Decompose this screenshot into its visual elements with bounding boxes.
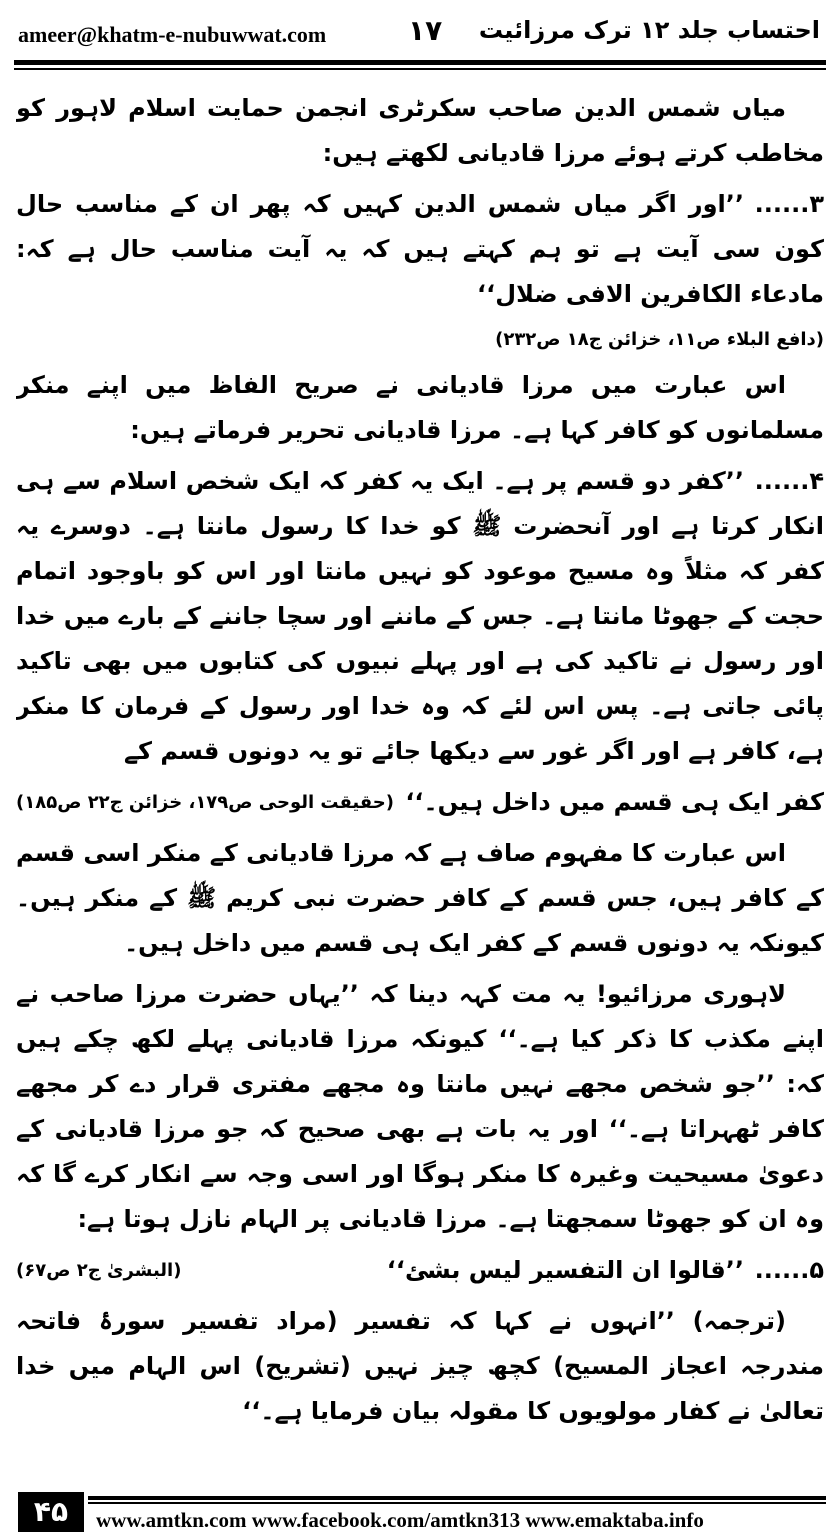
quote-number: ۵...... xyxy=(754,1256,824,1284)
page-footer xyxy=(0,1488,840,1540)
quote-number: ۳...... xyxy=(754,190,824,218)
header-rule-thin xyxy=(14,68,826,70)
header-email: ameer@khatm-e-nubuwwat.com xyxy=(18,22,327,47)
citation: (دافع البلاء ص۱۱، خزائن ج۱۸ ص۲۳۲) xyxy=(495,329,824,350)
header-rule-thick xyxy=(14,60,826,65)
citation: (حقیقت الوحی ص۱۷۹، خزائن ج۲۲ ص۱۸۵) xyxy=(16,792,394,813)
footer-rule-thin xyxy=(88,1502,826,1504)
numbered-quote-3 xyxy=(16,182,824,317)
quote-text: ’’اور اگر میاں شمس الدین کہیں کہ پھر ان کے مناسب حال کون سی آیت ہے تو ہم کہتے ہیں کہ یہ آیت مناسب حال ہے کہ: مادعاء الکافرین الافی ضلال‘‘ xyxy=(16,190,824,308)
header-book-title: احتساب جلد ۱۲ ترک مرزائیت xyxy=(478,16,820,44)
paragraph-translation: (ترجمہ) ’’انہوں نے کہا کہ تفسیر (مراد تفسیر سورۂ فاتحہ مندرجہ اعجاز المسیح) کچھ چیز نہیں (تشریح) اس الہام میں خدا تعالیٰ نے کفار مولویوں کا مقولہ بیان فرمایا ہے۔‘‘ xyxy=(16,1307,824,1425)
citation: (البشریٰ ج۲ ص۶۷) xyxy=(16,1260,182,1281)
paragraph-lahori: لاہوری مرزائیو! یہ مت کہہ دینا کہ ’’یہاں حضرت مرزا صاحب نے اپنے مکذب کا ذکر کیا ہے۔‘‘ کیونکہ مرزا قادیانی پہلے لکھ چکے ہیں کہ: ’’جو شخص مجھے نہیں مانتا وہ مجھے مفتری قرار دے کر مجھے کافر ٹھہراتا ہے۔‘‘ اور یہ بات ہے بھی صحیح کہ جو مرزا قادیانی کے دعویٰ مسیحیت وغیرہ کا منکر ہوگا اور اسی وجہ سے انکار کرے گا کہ وہ ان کو جھوٹا سمجھتا ہے۔ مرزا قادیانی پر الہام نازل ہوتا ہے: xyxy=(16,980,824,1233)
paragraph-intro: میاں شمس الدین صاحب سکرٹری انجمن حمایت اسلام لاہور کو مخاطب کرتے ہوئے مرزا قادیانی لکھتے ہیں: xyxy=(16,94,824,167)
footer-page-badge: ۴۵ xyxy=(18,1492,84,1532)
footer-rule-thick xyxy=(88,1496,826,1500)
paragraph-commentary: اس عبارت میں مرزا قادیانی نے صریح الفاظ میں اپنے منکر مسلمانوں کو کافر کہا ہے۔ مرزا قادیانی تحریر فرماتے ہیں: xyxy=(16,371,824,444)
quote-number: ۴...... xyxy=(754,467,824,495)
quote-end-with-citation xyxy=(16,780,824,825)
quote-text: ’’کفر دو قسم پر ہے۔ ایک یہ کفر کہ ایک شخص اسلام سے ہی انکار کرتا ہے اور آنحضرت ﷺ کو خدا کا رسول مانتا ہے۔ دوسرے یہ کفر کہ مثلاً وہ مسیح موعود کو نہیں مانتا اور اس کو باوجود اتمام حجت کے جھوٹا مانتا ہے۔ جس کے ماننے اور سچا جاننے کے بارے میں خدا اور رسول نے تاکید کی ہے اور پہلے نبیوں کی کتابوں میں بھی تاکید پائی جاتی ہے۔ پس اس لئے کہ وہ خدا اور رسول کے فرمان کا منکر ہے، کافر ہے اور اگر غور سے دیکھا جائے تو یہ دونوں قسم کے xyxy=(16,467,824,765)
page-header xyxy=(0,0,840,70)
footer-links[interactable]: www.amtkn.com www.facebook.com/amtkn313 www.emaktaba.info xyxy=(96,1508,704,1532)
paragraph-explanation: اس عبارت کا مفہوم صاف ہے کہ مرزا قادیانی کے منکر اسی قسم کے کافر ہیں، جس قسم کے کافر حضرت نبی کریم ﷺ کے منکر ہیں۔ کیونکہ یہ دونوں قسم کے کفر ایک ہی قسم میں داخل ہیں۔ xyxy=(16,839,824,957)
quote-text: ’’قالوا ان التفسیر لیس بشئ‘‘ xyxy=(386,1256,744,1284)
page-body xyxy=(16,86,824,1456)
numbered-quote-4 xyxy=(16,459,824,774)
header-page-number: ۱۷ xyxy=(408,14,443,47)
quote-line xyxy=(387,1248,824,1293)
numbered-quote-5 xyxy=(16,1248,824,1293)
quote-text: کفر ایک ہی قسم میں داخل ہیں۔‘‘ xyxy=(405,788,824,816)
